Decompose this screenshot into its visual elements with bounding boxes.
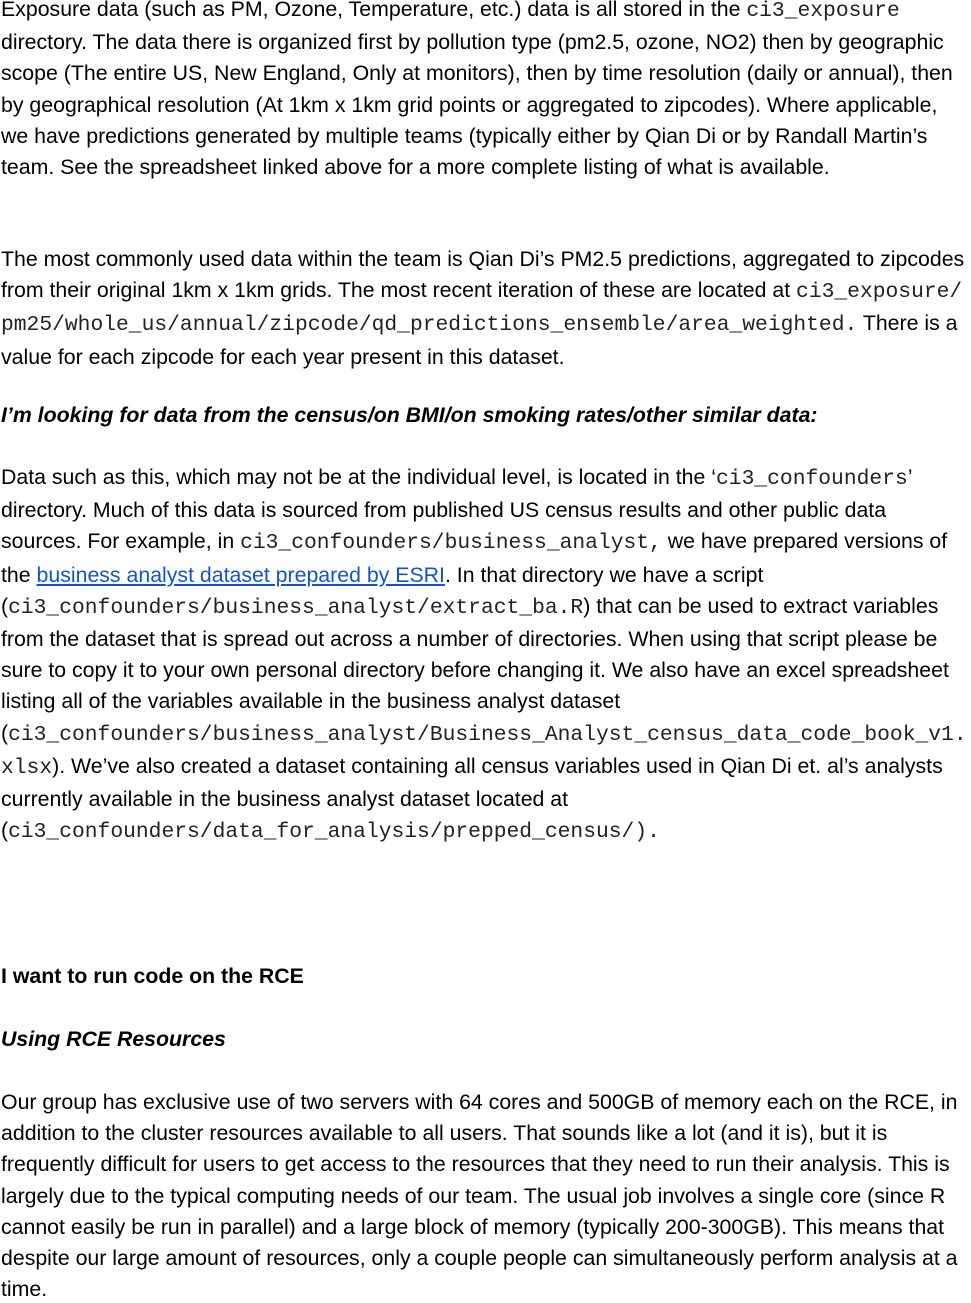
census-data-heading: I’m looking for data from the census/on BMI/on smoking rates/other similar data: xyxy=(1,403,818,427)
path-code: ci3_confounders/business_analyst, xyxy=(240,531,662,556)
exposure-data-paragraph: Exposure data (such as PM, Ozone, Temperature, etc.) data is all stored in the ci3_exposure directory. The data there is organized first by pollution type (pm2.5, ozone, NO2) then by geographic scope (The entire US, New England, Only at monitors), then by time resolution (daily or annual), then by geographical resolution (At 1km x 1km grid points or aggregated to zipcodes). Where applicable, we have predictions generated by multiple teams (typically either by Qian Di or by Randall Martin’s team. See the spreadsheet linked above for a more complete listing of what is available. xyxy=(1,0,953,180)
confounders-paragraph: Data such as this, which may not be at the individual level, is located in the ‘ci3_confounders’ directory. Much of this data is sourced from published US census results and other public data sources. For example, in ci3_confounders/business_analyst, we have prepared versions of the business analyst dataset prepared by ESRI. In that directory we have a script (ci3_confounders/business_analyst/extract_ba.R) that can be used to extract variables from the dataset that is spread out across a number of directories. When using that script please be sure to copy it to your own personal directory before changing it. We also have an excel spreadsheet listing all of the variables available in the business analyst dataset (ci3_confounders/business_analyst/Business_Analyst_census_data_code_book_v1.xlsx). We’ve also created a dataset containing all census variables used in Qian Di et. al’s analysts currently available in the business analyst dataset located at (ci3_confounders/data_for_analysis/prepped_census/). xyxy=(1,465,967,845)
path-code: ci3_exposure xyxy=(746,0,900,23)
path-code: ci3_confounders/business_analyst/Business_Analyst_census_data_code_book_v1.xlsx xyxy=(1,722,967,780)
path-code: ci3_confounders/business_analyst/extract_ba.R xyxy=(8,595,584,620)
rce-resources-paragraph: Our group has exclusive use of two servers with 64 cores and 500GB of memory each on the RCE, in addition to the cluster resources available to all users. That sounds like a lot (and it is), but it is frequently difficult for users to get access to the resources that they need to run their analysis. This is largely due to the typical computing needs of our team. The usual job involves a single core (since R cannot easily be run in parallel) and a large block of memory (typically 200-300GB). This means that despite our large amount of resources, only a couple people can simultaneously perform analysis at a time. xyxy=(1,1090,958,1302)
path-code: ci3_confounders/data_for_analysis/prepped_census/). xyxy=(8,820,660,845)
pm25-data-paragraph: The most commonly used data within the team is Qian Di’s PM2.5 predictions, aggregated to zipcodes from their original 1km x 1km grids. The most recent iteration of these are located at ci3_exposure/pm25/whole_us/annual/zipcode/qd_predictions_ensemble/area_weighted. There is a value for each zipcode for each year present in this dataset. xyxy=(1,247,965,369)
path-code: ci3_exposure/pm25/whole_us/annual/zipcode/qd_predictions_ensemble/area_weighted. xyxy=(1,280,963,338)
rce-section-heading: I want to run code on the RCE xyxy=(1,964,304,988)
path-code: ci3_confounders xyxy=(716,467,908,491)
esri-dataset-link[interactable]: business analyst dataset prepared by ESRI xyxy=(36,562,445,587)
rce-resources-subheading: Using RCE Resources xyxy=(1,1027,226,1051)
